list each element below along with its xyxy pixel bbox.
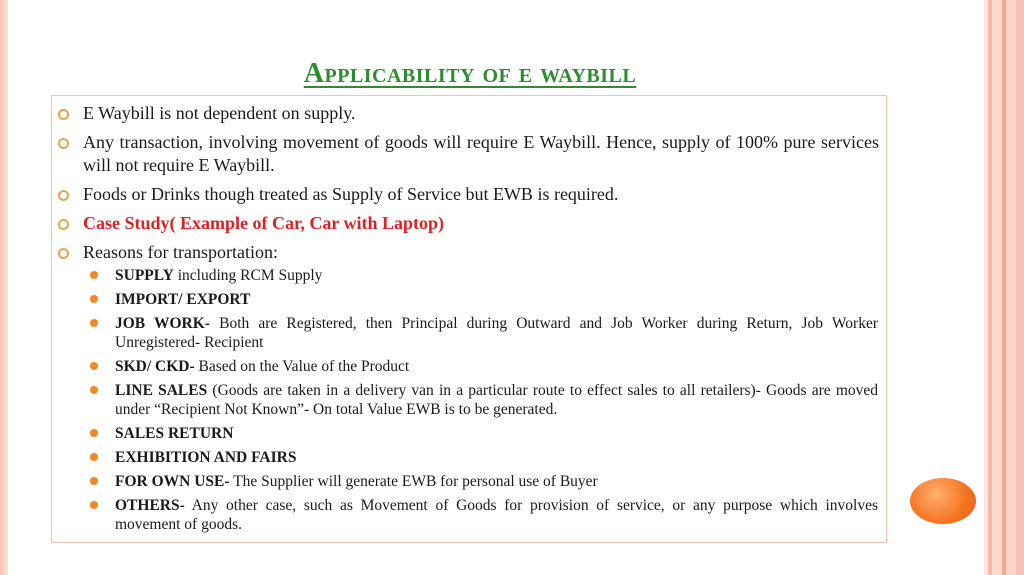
reason-item: SKD/ CKD- Based on the Value of the Product (52, 357, 878, 376)
bullet-icon (90, 453, 98, 461)
list-item: Any transaction, involving movement of goods will require E Waybill. Hence, supply of 100% pure services will not require E Waybill. (52, 131, 879, 177)
bullet-icon (58, 109, 69, 120)
reason-item: LINE SALES (Goods are taken in a delivery van in a particular route to effect sales to all retailers)- Goods are moved under “Recipient Not Known”- On total Value EWB is to be generated. (52, 381, 878, 419)
list-item: Reasons for transportation: (52, 241, 879, 264)
reasons-list (52, 266, 886, 534)
bullet-icon (90, 295, 98, 303)
content-box (51, 95, 887, 543)
bullet-icon (90, 386, 98, 394)
reason-item: OTHERS- Any other case, such as Movement of Goods for provision of service, or any purpose which involves movement of goods. (52, 496, 878, 534)
bullet-icon (58, 219, 69, 230)
right-decor-stripe (984, 0, 1024, 575)
reason-item: IMPORT/ EXPORT (52, 290, 878, 309)
bullet-icon (90, 362, 98, 370)
reason-item: JOB WORK- Both are Registered, then Principal during Outward and Job Worker during Return, Job Worker Unregistered- Recipient (52, 314, 878, 352)
bullet-icon (90, 477, 98, 485)
bullet-icon (90, 429, 98, 437)
reason-item: SUPPLY including RCM Supply (52, 266, 878, 285)
bullet-icon (90, 501, 98, 509)
main-bullet-list (52, 102, 886, 264)
list-item: Foods or Drinks though treated as Supply of Service but EWB is required. (52, 183, 879, 206)
list-item-case-study: Case Study( Example of Car, Car with Laptop) (52, 212, 879, 235)
bullet-icon (58, 138, 69, 149)
bullet-icon (90, 271, 98, 279)
slide-title: Applicability of e waybill (303, 58, 637, 89)
orange-orb-decoration (910, 478, 976, 524)
bullet-icon (90, 319, 98, 327)
reason-item: EXHIBITION AND FAIRS (52, 448, 878, 467)
bullet-icon (58, 248, 69, 259)
list-item: E Waybill is not dependent on supply. (52, 102, 879, 125)
reason-item: SALES RETURN (52, 424, 878, 443)
reason-item: FOR OWN USE- The Supplier will generate EWB for personal use of Buyer (52, 472, 878, 491)
bullet-icon (58, 190, 69, 201)
